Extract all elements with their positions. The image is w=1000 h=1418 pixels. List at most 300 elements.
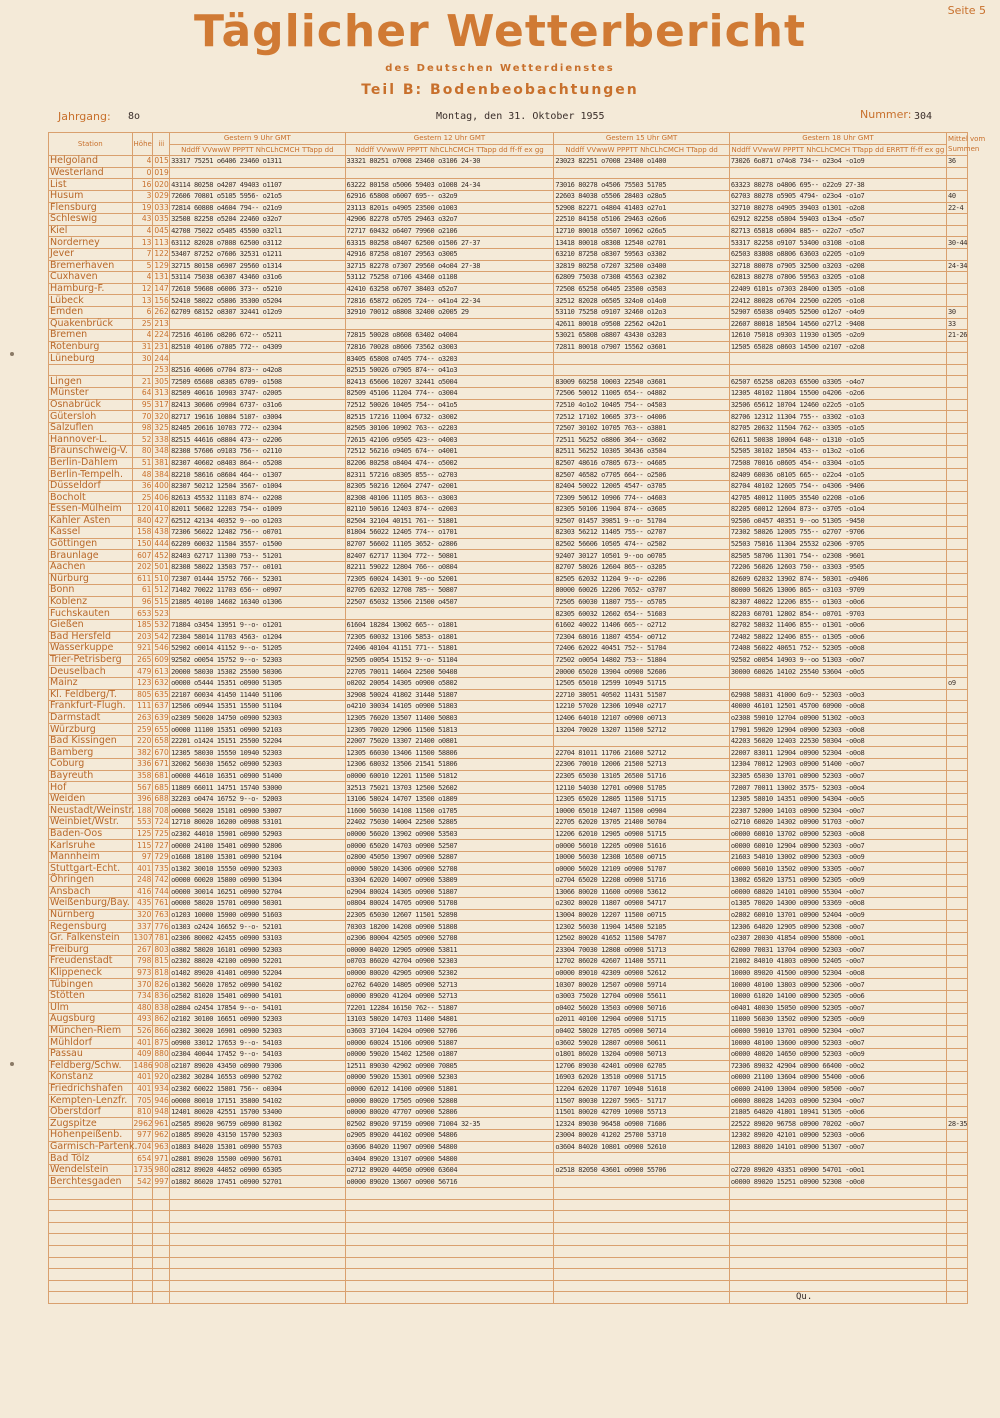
obs-12: o3404 89020 13107 o0900 54800 [345,1153,554,1165]
obs-15: 72502 o0054 14802 753-- 51804 [554,654,729,666]
obs-15: 20000 65020 13904 o0900 52606 [554,666,729,678]
obs-15: 12324 89030 96458 o0900 71606 [554,1118,729,1130]
station-name: Bonn [49,585,133,597]
station-name: Husum [49,190,133,202]
station-hoehe: 30 [132,353,153,365]
station-hoehe: 382 [132,747,153,759]
obs-extra [947,1176,968,1188]
empty-cell [947,1211,968,1223]
obs-12: 82305 50216 12604 2747- o2001 [345,480,554,492]
obs-12: o0804 80024 14705 o0900 51708 [345,898,554,910]
station-iii: 681 [154,770,169,780]
obs-09: o1203 10000 15900 o0900 51603 [170,909,345,921]
station-iii: 156 [154,295,169,305]
empty-cell [554,1211,729,1223]
station-iii: 384 [154,469,169,479]
table-row [49,202,968,214]
station-iii: 971 [154,1153,169,1163]
empty-cell [170,1246,345,1258]
hoehe-header: Höhe [132,133,153,156]
empty-row [49,1222,968,1234]
station-name: Wasserkuppe [49,643,133,655]
table-row [49,631,968,643]
obs-12: o3304 62020 14007 o0900 53809 [345,875,554,887]
station-name: Münster [49,388,133,400]
part-title: Teil B: Bodenbeobachtungen [361,82,639,98]
obs-15 [554,364,729,376]
cols-18: Nddff VVwwW PPPTT NhCLhCMCH TTapp dd ERRTT ff-ff ex gg [729,144,946,156]
station-iii: 501 [154,562,169,572]
obs-15: o1801 86020 13204 o0900 50713 [554,1048,729,1060]
obs-18: 82704 40102 12605 754-- o4306 -9406 [729,480,946,492]
station-name: Deuselbach [49,666,133,678]
empty-cell [345,1257,554,1269]
obs-extra [947,956,968,968]
empty-cell [554,1246,729,1258]
obs-09: o2302 30284 16553 o0900 52702 [170,1072,345,1084]
station-name: Ulm [49,1002,133,1014]
table-row [49,190,968,202]
obs-18: o2308 59010 12704 o0900 51302 -o0o3 [729,712,946,724]
obs-18: 10000 89020 41500 o0900 52304 -o0o8 [729,967,946,979]
empty-cell [153,1188,170,1200]
empty-cell [49,1199,133,1211]
empty-cell [345,1234,554,1246]
cols-9: Nddff VVwwW PPPTT NhCLhCMCH TTapp dd [170,144,345,156]
station-name: Augsburg [49,1014,133,1026]
station-name: Würzburg [49,724,133,736]
station-header: Station [49,133,133,156]
empty-cell [729,1246,946,1258]
empty-cell [132,1280,153,1292]
obs-18: o0000 21100 13604 o0900 55400 -o0o6 [729,1072,946,1084]
obs-15: 12204 62020 11707 10940 51618 [554,1083,729,1095]
obs-09: 82405 20616 10703 772-- o2304 [170,422,345,434]
obs-09: 82308 57606 o9103 756-- o2110 [170,446,345,458]
station-iii: 381 [154,457,169,467]
group-15-header: Gestern 15 Uhr GMT [554,133,729,145]
obs-extra [947,388,968,400]
obs-09: 72610 59608 o6006 373-- o5210 [170,283,345,295]
obs-12: 72816 65872 o6205 724-- o41o4 22-34 [345,295,554,307]
obs-extra: 30-44 [948,238,968,247]
station-name: Koblenz [49,596,133,608]
station-iii: 253 [154,365,169,375]
obs-15 [554,735,729,747]
obs-extra [947,1153,968,1165]
station-iii: 224 [154,330,169,340]
obs-15: 61602 40022 11406 665-- o2712 [554,619,729,631]
station-hoehe: 370 [132,979,153,991]
obs-09: 82613 45532 11103 874-- o2208 [170,492,345,504]
table-row [49,921,968,933]
obs-18: 40000 46101 12501 45700 60900 -o0o8 [729,701,946,713]
obs-extra [947,701,968,713]
obs-18: 52503 75016 11304 25532 o2306 -9705 [729,538,946,550]
obs-18: o0000 24100 13004 o0900 50500 -o0o7 [729,1083,946,1095]
obs-18: 62908 58031 41000 6o9-- 52303 -o0o3 [729,689,946,701]
table-row [49,550,968,562]
station-hoehe: 248 [132,875,153,887]
station-name: Kahler Asten [49,515,133,527]
obs-15: 16903 62020 13510 o0900 51715 [554,1072,729,1084]
obs-18: 22409 6101s o7303 28400 o1305 -o1o8 [729,283,946,295]
obs-09: o2306 80002 42455 o0900 53103 [170,932,345,944]
station-hoehe: 337 [132,921,153,933]
obs-extra [947,295,968,307]
station-name: Mainz [49,677,133,689]
station-name: Emden [49,306,133,318]
obs-extra: 28-35 [948,1119,968,1128]
obs-18: o0000 59010 13701 o0900 52304 -o0o7 [729,1025,946,1037]
table-row [49,248,968,260]
obs-12: 23113 8201s o4905 23500 o1003 [345,202,554,214]
obs-15: 11507 80030 12207 5965- 51717 [554,1095,729,1107]
obs-15: o0000 56020 12109 o0900 51707 [554,863,729,875]
station-hoehe: 96 [132,596,153,608]
station-iii: 735 [154,863,169,873]
obs-12: o0000 89020 41204 o0900 52713 [345,990,554,1002]
station-hoehe: 3 [132,190,153,202]
obs-09: o2804 o2454 17854 9--o- 54101 [170,1002,345,1014]
obs-09: 22201 o1424 15151 25500 52204 [170,735,345,747]
empty-cell [729,1222,946,1234]
station-iii: 946 [154,1095,169,1105]
station-hoehe: 1307 [133,933,153,943]
obs-18: 10000 40100 13803 o0900 52306 -o0o7 [729,979,946,991]
obs-12: o0202 20054 14305 o0900 o5802 [345,677,554,689]
obs-12: 42410 63258 o6707 38403 o52o7 [345,283,554,295]
obs-15: o2518 82050 43601 o0900 55706 [554,1164,729,1176]
empty-row [49,1269,968,1281]
jahrgang-label: Jahrgang: [58,110,111,123]
station-hoehe: 120 [132,504,153,516]
obs-09: 72304 58014 11703 4563- o1204 [170,631,345,643]
table-row [49,1141,968,1153]
obs-15: 63210 87258 o8307 59563 o3302 [554,248,729,260]
station-iii: 129 [154,260,169,270]
station-name: Ansbach [49,886,133,898]
empty-cell [729,1199,946,1211]
obs-extra [947,886,968,898]
empty-cell [49,1211,133,1223]
station-iii: 744 [154,886,169,896]
table-row [49,272,968,284]
obs-extra [947,863,968,875]
obs-extra [947,480,968,492]
obs-extra [947,712,968,724]
obs-extra [947,446,968,458]
station-hoehe: 705 [132,1095,153,1107]
obs-12: 12305 70020 12906 11500 51813 [345,724,554,736]
obs-18: 62000 70031 13704 o0900 52303 -o0o7 [729,944,946,956]
obs-15: 83009 60258 10003 22540 o3601 [554,376,729,388]
obs-15: o3602 59020 12807 o0900 50611 [554,1037,729,1049]
station-name: Tübingen [49,979,133,991]
empty-cell [132,1222,153,1234]
station-hoehe: 158 [132,527,153,539]
obs-15: 72304 68016 11807 4554- o0712 [554,631,729,643]
obs-15: 82505 62032 11204 9--o- o2206 [554,573,729,585]
obs-15: 82507 48616 o7805 673-- o4605 [554,457,729,469]
obs-extra [947,1095,968,1107]
obs-18: 21002 84010 41803 o0900 52405 -o0o7 [729,956,946,968]
obs-15: 12210 57020 12306 10940 o2717 [554,701,729,713]
empty-cell [947,1234,968,1246]
empty-cell [153,1199,170,1211]
table-row [49,573,968,585]
obs-18: o2710 60020 14302 o0900 51703 -o0o7 [729,817,946,829]
table-row [49,399,968,411]
table-row [49,793,968,805]
obs-18: 82706 12312 11304 755-- o3302 -o1o3 [729,411,946,423]
obs-15: 12706 89030 42401 o0900 62705 [554,1060,729,1072]
obs-15: 23304 70030 12808 o0900 51713 [554,944,729,956]
obs-09: o2102 30100 16651 o0900 52303 [170,1014,345,1026]
obs-18: o0000 60010 12904 o0900 52303 -o0o7 [729,840,946,852]
obs-09: 32715 80158 o6907 29560 o1314 [170,260,345,272]
table-row [49,759,968,771]
empty-cell [49,1280,133,1292]
station-hoehe: 542 [132,1176,153,1188]
station-name: Coburg [49,759,133,771]
obs-18: 63323 80278 o4806 695-- o22o9 27-38 [729,179,946,191]
obs-15 [554,167,729,179]
obs-12: 82707 56602 11105 3652- o2806 [345,538,554,550]
station-iii: 637 [154,701,169,711]
station-hoehe: 25 [132,318,153,330]
obs-extra [947,179,968,191]
obs-18: 72402 58022 12406 855-- o1305 -o0o6 [729,631,946,643]
page-number: Seite 5 [947,4,986,17]
obs-18: 12505 65028 o8603 14500 o2107 -o2o8 [729,341,946,353]
station-hoehe: 336 [132,759,153,771]
obs-extra [947,805,968,817]
table-row [49,515,968,527]
obs-18: 72007 70011 13002 3575- 52303 -o0o4 [729,782,946,794]
obs-15: 92507 01457 39851 9--o- 51704 [554,515,729,527]
obs-18: o0000 89020 15251 o0900 52308 -o0o0 [729,1176,946,1188]
obs-12: o2904 80024 14305 o0900 51807 [345,886,554,898]
obs-12: o4210 30034 14105 o0900 51803 [345,701,554,713]
station-hoehe: 52 [132,434,153,446]
station-iii: 113 [154,237,169,247]
station-iii: 961 [154,1118,169,1128]
station-name: Bamberg [49,747,133,759]
obs-extra: 36 [947,156,968,168]
obs-18: 82609 62032 13902 874-- 50301 -o9406 [729,573,946,585]
obs-12: o3606 84020 11907 o0900 54800 [345,1141,554,1153]
station-iii: 348 [154,446,169,456]
empty-cell [729,1257,946,1269]
station-name: Kempten-Lenzfr. [49,1095,133,1107]
obs-extra [947,272,968,284]
obs-15 [554,1176,729,1188]
empty-cell [170,1292,345,1304]
obs-09: 20000 58030 15302 25500 50306 [170,666,345,678]
obs-09: 62209 60032 11504 3557- o1500 [170,538,345,550]
station-name: Essen-Mülheim [49,504,133,516]
station-name: Oberstdorf [49,1106,133,1118]
obs-12: 42916 87258 o8107 29563 o3005 [345,248,554,260]
obs-12: 42906 82278 o5705 29463 o32o7 [345,214,554,226]
table-row [49,944,968,956]
obs-15: 12206 62010 12905 o0900 51715 [554,828,729,840]
obs-18: 82505 58706 11301 754-- o2308 -9601 [729,550,946,562]
obs-extra [947,399,968,411]
obs-extra [947,1048,968,1060]
station-hoehe: 43 [132,214,153,226]
obs-18 [729,167,946,179]
empty-cell [132,1269,153,1281]
table-row [49,805,968,817]
station-iii: 147 [154,284,169,294]
obs-extra: o9 [947,677,968,689]
obs-15: 82507 46582 o7705 664-- o2506 [554,469,729,481]
station-iii: 609 [154,655,169,665]
meta-row [58,108,958,126]
obs-15 [554,353,729,365]
station-iii: 131 [154,272,169,282]
obs-18: 62503 83808 o8806 63603 o2205 -o1o9 [729,248,946,260]
obs-12: 72305 60032 13106 5853- o1801 [345,631,554,643]
station-name: Jever [49,248,133,260]
obs-18: 92506 o0457 40351 9--oo 51305 -9450 [729,515,946,527]
station-name: Kl. Feldberg/T. [49,689,133,701]
station-name: Öhringen [49,875,133,887]
obs-09 [170,608,345,620]
obs-09: o1803 84020 15301 o0900 55703 [170,1141,345,1153]
obs-15: 53021 65808 o8807 43430 o3203 [554,330,729,342]
station-iii: 452 [154,550,169,560]
station-name: Gütersloh [49,411,133,423]
obs-extra [947,1025,968,1037]
station-name: Westerland [49,167,133,179]
obs-12: 72512 56216 o9405 674-- o4001 [345,446,554,458]
obs-18: o0401 40030 15050 o0900 52305 -o0o7 [729,1002,946,1014]
table-row [49,677,968,689]
obs-extra: 40 [947,190,968,202]
empty-row [49,1280,968,1292]
empty-cell [729,1188,946,1200]
obs-extra [947,550,968,562]
station-iii: 033 [154,202,169,212]
station-name: Freudenstadt [49,956,133,968]
obs-09: 12506 o0944 15351 15500 51104 [170,701,345,713]
empty-cell [153,1234,170,1246]
empty-cell [153,1280,170,1292]
obs-12: 72815 50028 o8608 63402 o4004 [345,330,554,342]
obs-extra [947,492,968,504]
station-hoehe: 805 [132,689,153,701]
obs-09: 92502 o0054 15752 9--o- 52303 [170,654,345,666]
obs-18: 10000 61020 14100 o0900 52305 -o0o6 [729,990,946,1002]
obs-09: o0000 56020 15101 o0900 53007 [170,805,345,817]
obs-18 [729,1153,946,1165]
obs-15: 82707 58026 12604 865-- o3205 [554,561,729,573]
obs-12: o0000 80020 47707 o0900 52806 [345,1106,554,1118]
table-row [49,422,968,434]
punch-hole [10,352,14,356]
station-name: Bad Tölz [49,1153,133,1165]
station-hoehe: 111 [132,701,153,713]
obs-18: 12305 58010 14351 o0900 54304 -o0o5 [729,793,946,805]
station-iii: 400 [154,481,169,491]
station-iii: 532 [154,620,169,630]
observation-table [48,132,986,1304]
obs-15: 12110 54030 12701 o0900 51705 [554,782,729,794]
station-hoehe: 25 [132,492,153,504]
empty-cell [132,1188,153,1200]
obs-18 [729,677,946,689]
obs-15: o0000 89010 42309 o0900 52612 [554,967,729,979]
station-hoehe: 0 [132,167,153,179]
station-iii: 231 [154,341,169,351]
table-row [49,179,968,191]
table-row [49,1130,968,1142]
obs-09: 72307 01444 15752 766-- 52301 [170,573,345,585]
table-row [49,619,968,631]
obs-09: o3802 58020 16101 o0900 52303 [170,944,345,956]
station-hoehe: 64 [132,388,153,400]
obs-12: 82407 62717 11304 772-- 50801 [345,550,554,562]
obs-extra [947,979,968,991]
empty-cell [947,1222,968,1234]
station-iii: 670 [154,747,169,757]
group-9-header: Gestern 9 Uhr GMT [170,133,345,145]
station-name: Frankfurt-Flugh. [49,701,133,713]
station-iii: 313 [154,388,169,398]
station-hoehe: 553 [132,817,153,829]
table-row [49,1014,968,1026]
empty-cell [170,1211,345,1223]
empty-cell [49,1188,133,1200]
obs-12: 11600 56030 14108 11500 o1705 [345,805,554,817]
obs-18: 82705 20632 11504 762-- o3305 -o1o5 [729,422,946,434]
table-row [49,840,968,852]
obs-extra [947,724,968,736]
station-name: Hohenpeißenb. [49,1130,133,1142]
table-row [49,295,968,307]
obs-extra [947,364,968,376]
station-name: Nürburg [49,573,133,585]
obs-12: 92505 o0054 15152 9--o- 51104 [345,654,554,666]
table-row [49,214,968,226]
obs-15: 12710 80018 o5507 10962 o26o5 [554,225,729,237]
station-name: Göttingen [49,538,133,550]
obs-12: 82110 50616 12403 874-- o2003 [345,504,554,516]
obs-09 [170,167,345,179]
obs-18: o0000 40020 14650 o0900 52303 -o0o9 [729,1048,946,1060]
station-iii: 029 [154,191,169,201]
table-row [49,956,968,968]
obs-12: o0000 59020 15402 12500 o1807 [345,1048,554,1060]
obs-15: 82502 56606 10505 474-- o2502 [554,538,729,550]
table-row [49,538,968,550]
obs-15: 72506 50012 11005 654-- o4802 [554,388,729,400]
empty-cell [170,1188,345,1200]
table-row [49,167,968,179]
obs-extra [947,782,968,794]
station-name: Lübeck [49,295,133,307]
empty-cell [153,1257,170,1269]
obs-18: 12610 75018 o9303 11930 o1305 -o2o9 [729,330,946,342]
obs-extra [947,875,968,887]
obs-09: o2302 88020 42100 o0900 52201 [170,956,345,968]
obs-extra [947,967,968,979]
obs-extra [947,747,968,759]
obs-12: 72615 42106 o9505 423-- o4003 [345,434,554,446]
